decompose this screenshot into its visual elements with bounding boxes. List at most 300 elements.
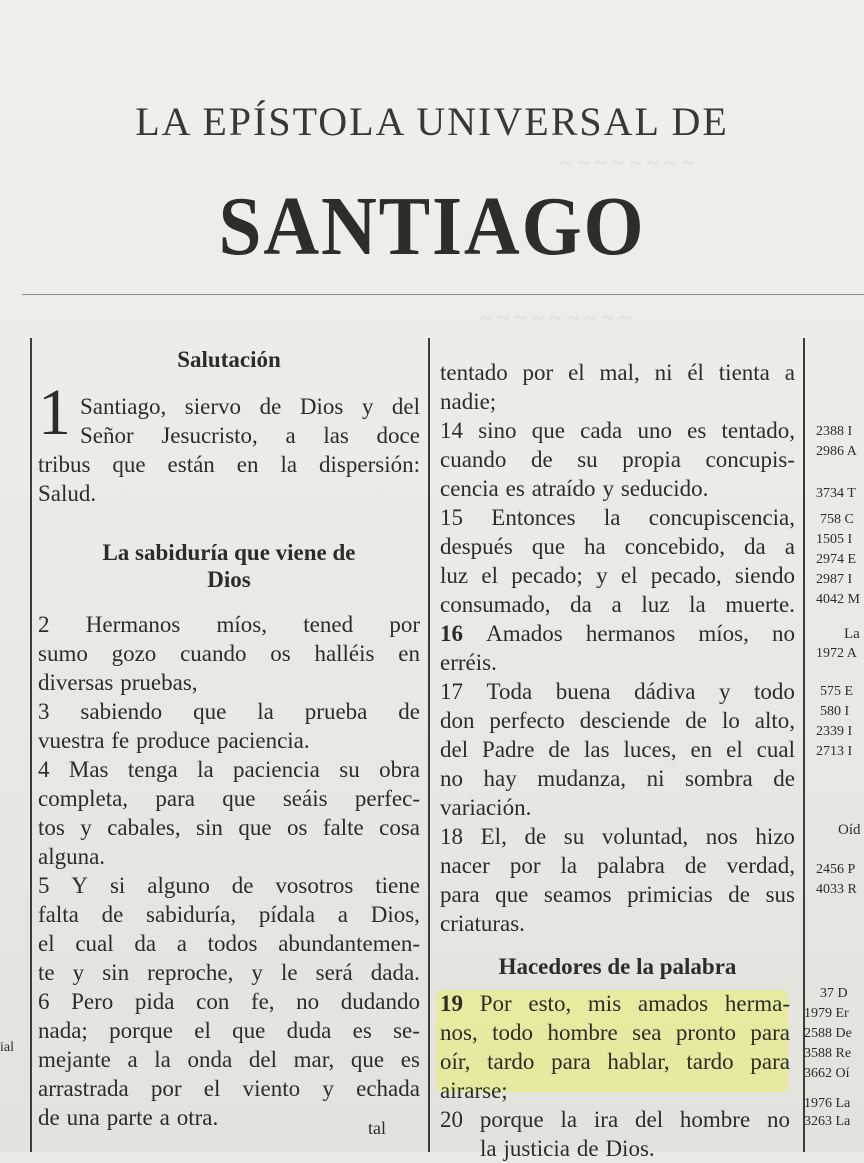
word: mar, — [293, 1047, 335, 1072]
margin-reference: 2987 I — [816, 572, 853, 587]
word: sumo — [38, 641, 88, 666]
word: a — [127, 1047, 138, 1072]
word: él — [687, 360, 704, 385]
text-line — [38, 842, 420, 871]
word: dispersión: — [319, 452, 420, 477]
word: y — [719, 679, 731, 704]
text-line — [440, 561, 795, 590]
word: cosa — [379, 815, 420, 840]
word: da — [744, 534, 766, 559]
word: a — [611, 592, 622, 617]
word: pruebas, — [120, 670, 198, 695]
text-line — [440, 1076, 790, 1105]
section-heading: Salutación — [177, 347, 281, 372]
word: del — [635, 1107, 664, 1132]
word: hombre — [679, 1107, 751, 1132]
margin-reference: 2974 E — [816, 552, 857, 567]
word: que — [495, 882, 529, 907]
word: en — [236, 452, 259, 477]
text-line — [38, 1016, 420, 1045]
word: variación. — [440, 795, 532, 820]
word: después — [440, 534, 513, 559]
word: Amados — [486, 621, 563, 646]
margin-reference: 1979 Er — [804, 1006, 849, 1021]
word: hizo — [755, 824, 795, 849]
word: Pero — [71, 989, 114, 1014]
margin-reference: 758 C — [820, 512, 854, 527]
word: del — [391, 394, 420, 419]
word: de — [685, 708, 708, 733]
word: fe — [111, 728, 130, 753]
text-line — [38, 726, 420, 755]
word: cuando — [440, 447, 507, 472]
word: doce — [376, 423, 420, 448]
text-line — [440, 706, 795, 735]
word: otra. — [176, 1105, 219, 1130]
word: es — [505, 476, 525, 501]
word: consumado, — [440, 592, 551, 617]
word: tentado, — [721, 418, 795, 443]
word: de — [231, 873, 254, 898]
text-line — [440, 764, 795, 793]
word: da — [134, 931, 157, 956]
word: le — [280, 960, 298, 985]
word: 2 — [38, 612, 50, 637]
word: falta — [38, 902, 79, 927]
word: míos, — [698, 621, 749, 646]
word: desciende — [579, 708, 671, 733]
word: cual — [756, 737, 795, 762]
word: y — [72, 960, 85, 985]
text-line — [440, 1018, 790, 1047]
word: Santiago, — [80, 394, 167, 419]
text-line — [38, 668, 420, 697]
word: el — [194, 1018, 211, 1043]
text-line — [38, 450, 420, 479]
word: seáis — [282, 786, 328, 811]
word: pídala — [258, 902, 316, 927]
word: ha — [584, 534, 606, 559]
word: que — [232, 1018, 266, 1043]
word: sea — [632, 1020, 662, 1045]
word: diversas — [38, 670, 114, 695]
word: uno — [637, 418, 672, 443]
word: abundantemen- — [278, 931, 420, 956]
word: que — [112, 452, 146, 477]
word: porque — [479, 1107, 544, 1132]
word: y — [251, 960, 263, 985]
margin-reference: 1972 A — [816, 646, 857, 661]
word: El, — [480, 824, 507, 849]
word: Salud. — [38, 481, 97, 506]
word: sombra — [685, 766, 753, 791]
word: buena — [555, 679, 611, 704]
word: no — [771, 621, 795, 646]
word: la — [689, 592, 706, 617]
text-line — [440, 619, 795, 648]
word: airarse; — [440, 1078, 508, 1103]
text-line — [440, 1047, 790, 1076]
word: no — [440, 766, 463, 791]
word: Dios — [299, 394, 344, 419]
margin-reference: 2388 I — [816, 424, 853, 439]
word: Jesucristo, — [161, 423, 258, 448]
word: de — [259, 394, 282, 419]
word: Hermanos — [85, 612, 181, 637]
word: tardo — [686, 1049, 734, 1074]
word: no — [767, 1107, 790, 1132]
section-heading: La sabiduría que viene de — [102, 540, 356, 565]
word: Por — [479, 991, 512, 1016]
text-line — [440, 822, 795, 851]
word: dada. — [370, 960, 420, 985]
word: la — [480, 1136, 497, 1161]
word: de — [530, 447, 553, 472]
word: su — [339, 757, 360, 782]
word: nacer — [440, 853, 490, 878]
word: don — [440, 708, 475, 733]
word: por — [389, 612, 420, 637]
word: herma- — [724, 991, 790, 1016]
epistle-title-line: LA EPÍSTOLA UNIVERSAL DE — [135, 99, 729, 144]
word: sin — [102, 960, 130, 985]
word: paciencia — [233, 757, 320, 782]
word: de — [524, 824, 547, 849]
word: mal, — [599, 360, 640, 385]
word: será — [315, 960, 353, 985]
text-line — [440, 387, 795, 416]
word: todo — [754, 679, 795, 704]
text-line — [80, 392, 420, 421]
book-title: SANTIAGO — [218, 180, 646, 273]
word: cual — [75, 931, 114, 956]
word: Entonces — [491, 505, 576, 530]
word: te — [38, 960, 55, 985]
word: propia — [622, 447, 681, 472]
word: Padre — [482, 737, 535, 762]
text-line — [38, 871, 420, 900]
word: todo — [492, 1020, 534, 1045]
text-line — [440, 989, 790, 1018]
word: su — [563, 824, 585, 849]
word: 19 — [440, 991, 463, 1016]
word: obra — [379, 757, 420, 782]
word: perfec- — [354, 786, 420, 811]
word: oír, — [440, 1049, 471, 1074]
word: en — [398, 641, 420, 666]
word: y — [361, 394, 374, 419]
section-heading-block — [440, 952, 795, 981]
word: verdad, — [726, 853, 795, 878]
word: sabiduría, — [146, 902, 237, 927]
word: están — [167, 452, 215, 477]
word: halléis — [314, 641, 375, 666]
text-line — [38, 479, 420, 508]
word: sin — [196, 815, 223, 840]
word: lo — [721, 708, 740, 733]
word: echada — [356, 1076, 420, 1101]
word: para — [750, 1049, 790, 1074]
margin-reference: 2986 A — [816, 444, 857, 459]
word: concebido, — [624, 534, 726, 559]
word: es — [400, 1047, 420, 1072]
word: la — [560, 1107, 578, 1132]
text-line — [38, 610, 420, 639]
word: el — [568, 360, 585, 385]
text-line — [38, 755, 420, 784]
word: tardo — [487, 1049, 535, 1074]
text-line — [38, 1074, 420, 1103]
word: míos, — [216, 612, 268, 637]
word: erréis. — [440, 650, 497, 675]
word: Señor — [80, 423, 134, 448]
word: arrastrada — [38, 1076, 129, 1101]
word: nos — [705, 824, 738, 849]
word: que — [193, 699, 227, 724]
word: 3 — [38, 699, 50, 724]
text-fragment: tal — [368, 1118, 386, 1138]
word: por — [522, 360, 554, 385]
word: del — [248, 1047, 278, 1072]
word: vuestra — [38, 728, 105, 753]
word: tiene — [375, 873, 420, 898]
word: criaturas. — [440, 911, 525, 936]
word: 16 — [440, 621, 463, 646]
word: palabra — [597, 853, 665, 878]
word: luz — [641, 592, 670, 617]
word: para — [440, 882, 480, 907]
word: primicias — [627, 882, 713, 907]
word: falte — [322, 815, 364, 840]
word: en — [690, 737, 713, 762]
word: reproche, — [147, 960, 234, 985]
word: que — [222, 786, 256, 811]
verse-1-block-cont — [38, 450, 420, 508]
word: muerte. — [725, 592, 795, 617]
left-column — [38, 345, 420, 377]
word: 17 — [440, 679, 463, 704]
word: produce — [136, 728, 211, 753]
word: tened — [303, 612, 354, 637]
word: mudanza, — [537, 766, 627, 791]
margin-reference: 1505 I — [816, 532, 853, 547]
word: siendo — [734, 563, 795, 588]
word: os — [286, 815, 308, 840]
word: es — [352, 1018, 372, 1043]
margin-fragment: ial — [0, 1040, 14, 1055]
word: luces, — [623, 737, 677, 762]
word: a — [285, 423, 296, 448]
margin-reference: 580 I — [820, 704, 850, 719]
word: completa, — [38, 786, 129, 811]
bleed-through: ~ ~ ~ ~ ~ ~ ~ ~ — [560, 150, 694, 175]
text-line — [38, 784, 420, 813]
word: no — [296, 989, 320, 1014]
word: la — [603, 505, 621, 530]
text-line — [38, 929, 420, 958]
chapter-number: 1 — [38, 376, 71, 449]
word: mis — [587, 991, 622, 1016]
word: pronto — [675, 1020, 736, 1045]
text-line — [440, 503, 795, 532]
text-line — [38, 1103, 420, 1132]
word: de — [773, 766, 795, 791]
word: siervo — [184, 394, 242, 419]
word: y — [596, 563, 608, 588]
margin-reference: 37 D — [820, 986, 848, 1001]
margin-reference: 4033 R — [816, 882, 857, 897]
verses-13-18-block — [440, 358, 795, 938]
word: duda — [286, 1018, 332, 1043]
text-line — [440, 445, 795, 474]
text-line — [38, 987, 420, 1016]
section-heading-block — [38, 538, 420, 594]
word: nadie; — [440, 389, 497, 414]
word: el — [620, 563, 638, 588]
word: seamos — [543, 882, 612, 907]
word: voluntad, — [601, 824, 689, 849]
text-line — [440, 1134, 790, 1163]
word: que — [350, 1047, 385, 1072]
text-line — [440, 677, 795, 706]
word: el — [481, 563, 498, 588]
text-line — [38, 813, 420, 842]
word: Toda — [486, 679, 533, 704]
word: os — [270, 641, 291, 666]
word: y — [80, 815, 92, 840]
column-divider — [428, 338, 430, 1152]
word: pecado, — [650, 563, 722, 588]
word: a — [337, 902, 348, 927]
title-divider — [22, 294, 864, 295]
word: a — [176, 931, 187, 956]
word: gozo — [111, 641, 157, 666]
verses-2-6-block — [38, 610, 420, 1132]
word: para — [155, 786, 195, 811]
word: justicia — [503, 1136, 570, 1161]
margin-reference: 2713 I — [816, 744, 853, 759]
word: por — [150, 1076, 182, 1101]
word: fe, — [250, 989, 275, 1014]
word: Mas — [68, 757, 109, 782]
word: pecado; — [511, 563, 583, 588]
text-line — [38, 639, 420, 668]
word: cencia — [440, 476, 499, 501]
word: que — [531, 418, 565, 443]
word: parte — [106, 1105, 153, 1130]
word: de — [101, 902, 124, 927]
word: hombre — [547, 1020, 618, 1045]
word: y — [322, 1076, 334, 1101]
word: porque — [109, 1018, 173, 1043]
margin-reference: 4042 M — [816, 592, 860, 607]
word: cabales, — [107, 815, 181, 840]
text-line — [440, 851, 795, 880]
text-line — [38, 1045, 420, 1074]
margin-reference: 575 E — [820, 684, 854, 699]
left-margin-rule — [30, 338, 32, 1152]
word: con — [196, 989, 230, 1014]
word: a — [159, 1105, 170, 1130]
word: por — [509, 853, 541, 878]
word: tentado — [440, 360, 508, 385]
text-line — [38, 900, 420, 929]
verses-19-20-block — [440, 989, 790, 1163]
margin-reference: 3588 Re — [804, 1046, 852, 1061]
word: hay — [483, 766, 517, 791]
word: la — [197, 757, 214, 782]
word: sino — [478, 418, 517, 443]
margin-reference: 3263 La — [804, 1114, 851, 1129]
text-line — [38, 697, 420, 726]
word: tienta — [718, 360, 770, 385]
text-line — [38, 958, 420, 987]
word: paciencia. — [217, 728, 310, 753]
word: cada — [580, 418, 623, 443]
margin-reference: La — [844, 626, 860, 642]
word: dudando — [340, 989, 420, 1014]
word: a — [784, 360, 795, 385]
bleed-through: ~ ~ ~ ~ ~ ~ ~ ~ ~ — [480, 305, 632, 330]
word: hablar, — [607, 1049, 670, 1074]
text-line — [440, 1105, 790, 1134]
word: alto, — [754, 708, 795, 733]
word: concupiscencia, — [648, 505, 795, 530]
word: 5 — [38, 873, 50, 898]
word: de — [684, 853, 707, 878]
word: da — [570, 592, 592, 617]
margin-reference: 1976 La — [804, 1096, 851, 1111]
word: de — [38, 1105, 60, 1130]
word: perfecto — [489, 708, 565, 733]
margin-reference: Oíd — [838, 822, 861, 838]
word: la — [257, 699, 274, 724]
word: 4 — [38, 757, 50, 782]
word: una — [66, 1105, 100, 1130]
word: las — [584, 737, 610, 762]
word: todos — [207, 931, 258, 956]
word: pida — [134, 989, 175, 1014]
word: el — [38, 931, 55, 956]
text-line — [440, 880, 795, 909]
text-line — [440, 735, 795, 764]
word: Y — [71, 873, 89, 898]
word: nos, — [440, 1020, 478, 1045]
verse-1-block — [80, 392, 420, 450]
word: esto, — [528, 991, 572, 1016]
word: y — [602, 476, 614, 501]
word: nada; — [38, 1018, 88, 1043]
word: vosotros — [275, 873, 354, 898]
text-line — [440, 590, 795, 619]
word: se- — [393, 1018, 420, 1043]
word: su — [577, 447, 598, 472]
word: sabiendo — [80, 699, 163, 724]
word: 14 — [440, 418, 463, 443]
text-line — [440, 474, 795, 503]
margin-reference: 2456 P — [816, 862, 856, 877]
word: de — [548, 737, 571, 762]
text-line — [440, 358, 795, 387]
word: atraído — [531, 476, 596, 501]
word: onda — [187, 1047, 233, 1072]
word: de — [398, 699, 420, 724]
word: la — [154, 1047, 171, 1072]
word: mejante — [38, 1047, 111, 1072]
word: las — [323, 423, 349, 448]
word: del — [440, 737, 469, 762]
word: tos — [38, 815, 65, 840]
